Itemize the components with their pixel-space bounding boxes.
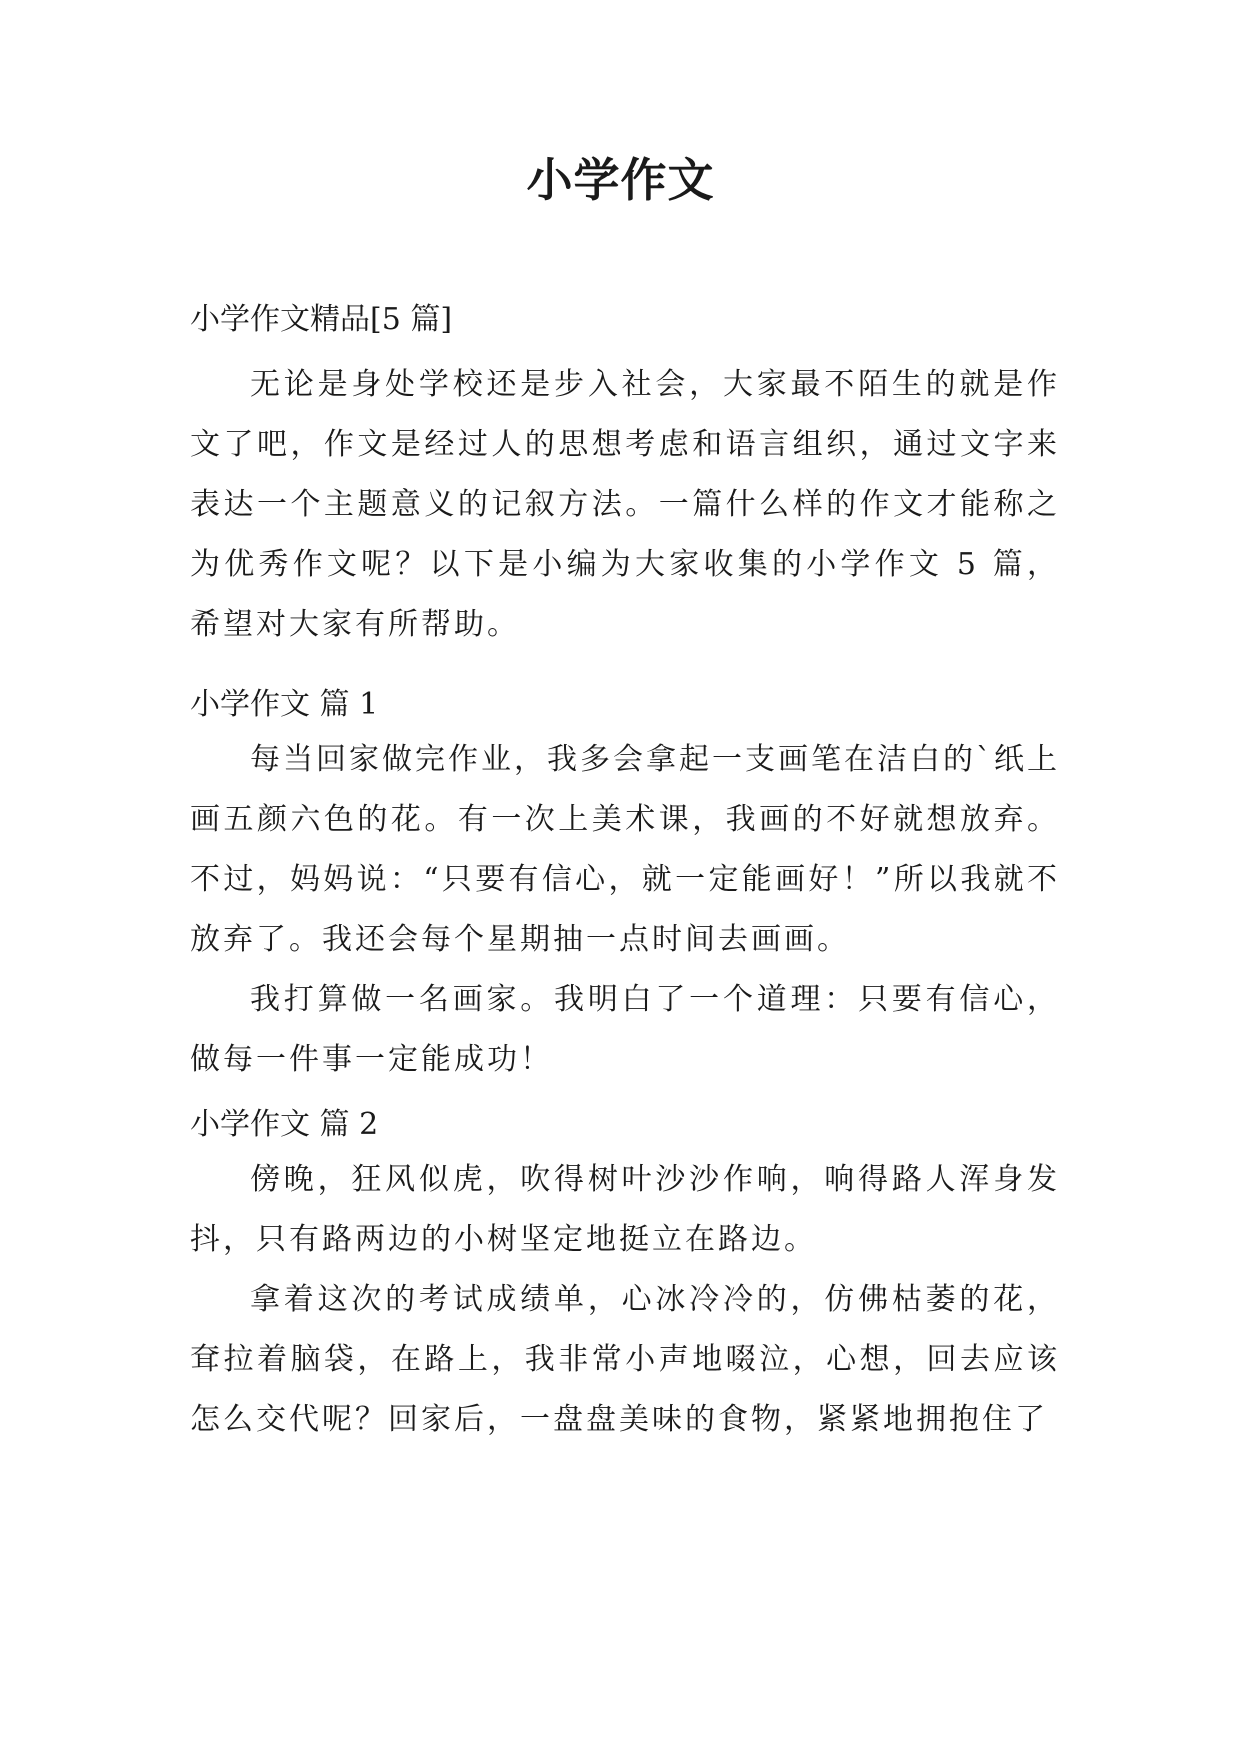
section-1-paragraph-2: 我打算做一名画家。我明白了一个道理：只要有信心，做每一件事一定能成功！ (190, 982, 1060, 1077)
intro-block (190, 355, 1060, 655)
intro-paragraph: 无论是身处学校还是步入社会，大家最不陌生的就是作文了吧，作文是经过人的思想考虑和语言组织，通过文字来表达一个主题意义的记叙方法。一篇什么样的作文才能称之为优秀作文呢？以下是小编为大家收集的小学作文 5 篇，希望对大家有所帮助。 (190, 367, 1060, 642)
section-heading-1: 小学作文 篇 1 (190, 687, 379, 722)
section-2-paragraph-2: 拿着这次的考试成绩单，心冰冷冷的，仿佛枯萎的花，耷拉着脑袋，在路上，我非常小声地啜泣，心想，回去应该怎么交代呢？回家后，一盘盘美味的食物，紧紧地拥抱住了 (190, 1282, 1060, 1437)
document-subtitle: 小学作文精品[5 篇] (190, 302, 453, 337)
section-body-1 (190, 730, 1060, 1090)
section-body-2 (190, 1150, 1060, 1450)
section-1-paragraph-1: 每当回家做完作业，我多会拿起一支画笔在洁白的`纸上画五颜六色的花。有一次上美术课，我画的不好就想放弃。不过，妈妈说：“只要有信心，就一定能画好！”所以我就不放弃了。我还会每个星期抽一点时间去画画。 (190, 742, 1060, 957)
section-2-paragraph-1: 傍晚，狂风似虎，吹得树叶沙沙作响，响得路人浑身发抖，只有路两边的小树坚定地挺立在路边。 (190, 1162, 1060, 1257)
page-title: 小学作文 (526, 153, 715, 207)
section-heading-2: 小学作文 篇 2 (190, 1107, 379, 1142)
